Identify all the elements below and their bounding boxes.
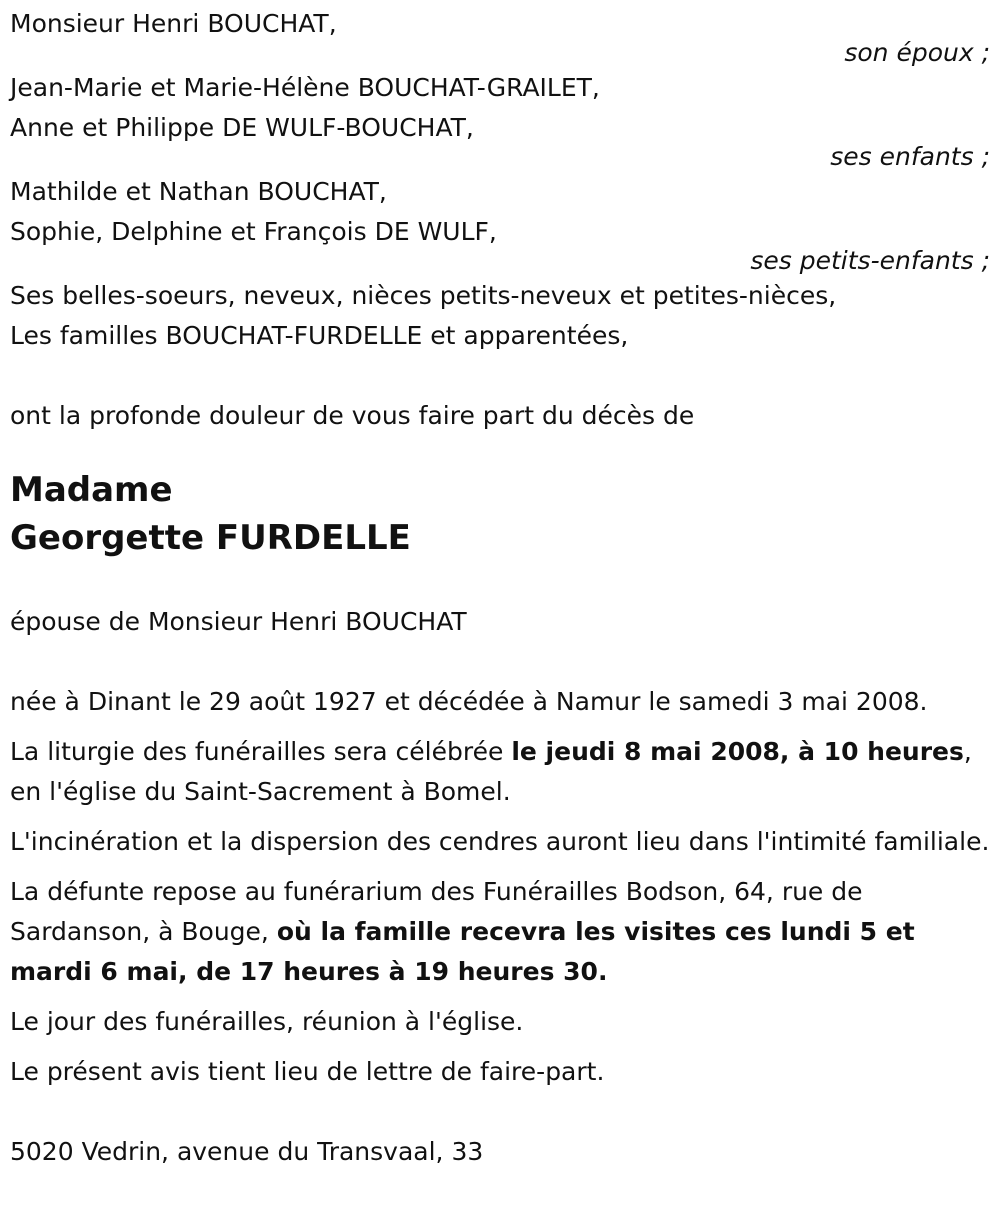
deceased-name: Georgette FURDELLE [10, 518, 411, 558]
cremation-paragraph: L'incinération et la dispersion des cendres auront lieu dans l'intimité familiale. [10, 827, 990, 856]
meeting-text: Le jour des funérailles, réunion à l'église. [10, 1007, 524, 1036]
other-relatives-line-2: Les familles BOUCHAT-FURDELLE et apparentées, [10, 321, 629, 350]
repose-paragraph [10, 872, 990, 992]
visiting-hours: où la famille recevra les visites ces lundi 5 et mardi 6 mai, de 17 heures à 19 heures 30. [10, 917, 915, 986]
liturgy-location: en l'église du Saint-Sacrement à Bomel. [10, 777, 511, 806]
liturgy-paragraph [10, 732, 990, 812]
husband-role: son époux ; [844, 38, 990, 67]
other-relatives-line-1: Ses belles-soeurs, neveux, nièces petits-neveux et petites-nièces, [10, 281, 837, 310]
liturgy-intro: La liturgie des funérailles sera célébrée [10, 737, 512, 766]
repose-location: La défunte repose au funérarium des Funérailles Bodson, 64, rue de Sardanson, à Bouge, [10, 877, 863, 946]
children-role: ses enfants ; [830, 142, 990, 171]
child-line-2: Anne et Philippe DE WULF-BOUCHAT, [10, 113, 474, 142]
liturgy-comma: , [963, 737, 972, 766]
notice-text: Le présent avis tient lieu de lettre de faire-part. [10, 1057, 605, 1086]
grandchild-line-1: Mathilde et Nathan BOUCHAT, [10, 177, 387, 206]
death-notice [10, 4, 990, 1172]
announcement-text: ont la profonde douleur de vous faire part du décès de [10, 401, 695, 430]
liturgy-datetime: le jeudi 8 mai 2008, à 10 heures [511, 737, 964, 766]
family-address: 5020 Vedrin, avenue du Transvaal, 33 [10, 1137, 484, 1166]
birth-death-text: née à Dinant le 29 août 1927 et décédée à Namur le samedi 3 mai 2008. [10, 687, 928, 716]
grandchild-line-2: Sophie, Delphine et François DE WULF, [10, 217, 497, 246]
deceased-title: Madame [10, 470, 173, 510]
husband-name: Monsieur Henri BOUCHAT, [10, 9, 337, 38]
grandchildren-role: ses petits-enfants ; [750, 246, 990, 275]
spouse-text: épouse de Monsieur Henri BOUCHAT [10, 607, 467, 636]
child-line-1: Jean-Marie et Marie-Hélène BOUCHAT-GRAILET, [10, 73, 600, 102]
